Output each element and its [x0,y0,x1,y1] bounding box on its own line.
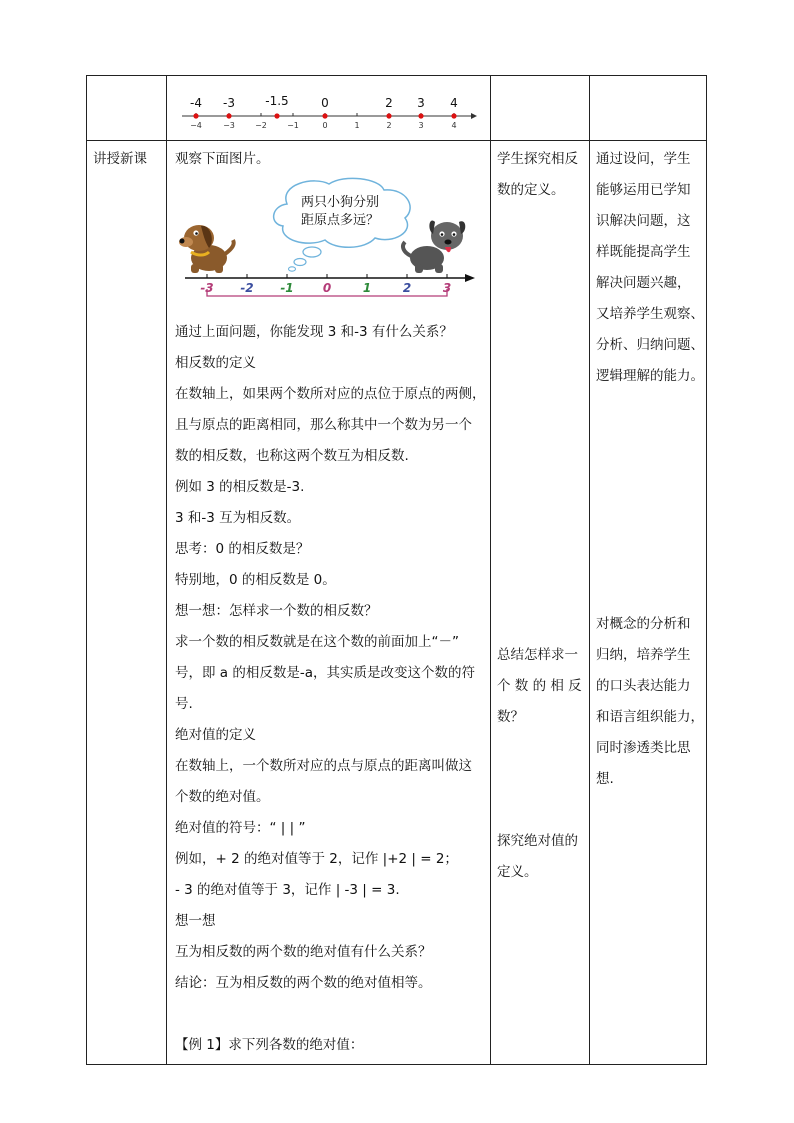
column-divider-3 [589,76,590,1064]
student-line: 探究绝对值的 [497,833,578,849]
content-line: 想一想 [175,913,216,929]
point-label: 4 [450,96,458,110]
point-label: -1.5 [265,94,289,108]
section-label-cell [93,144,173,175]
tick-label: 2 [386,121,392,130]
tick-label: 0 [322,121,328,130]
tick-label: −1 [287,121,299,130]
intent-line: 能够运用已学知 [596,182,691,198]
content-cell [175,144,491,175]
column-divider-1 [166,76,167,1064]
content-line: 特别地，0 的相反数是 0。 [175,572,336,588]
tick-label: −3 [223,121,235,130]
content-line: 3 和-3 互为相反数。 [175,510,301,526]
content-line: 绝对值的定义 [175,727,256,743]
dog-number-line [185,274,475,296]
intent-line: 又培养学生观察、 [596,306,704,322]
axis-tick-label: -1 [280,281,294,295]
dogs-figure [179,176,479,311]
content-line: 个数的绝对值。 [175,789,270,805]
axis-tick-label: 0 [322,281,332,295]
intent-line: 同时渗透类比思 [596,740,691,756]
tick-label: 1 [354,121,360,130]
gray-dog-illustration [403,221,465,273]
content-text-block [175,317,491,1061]
tick-label: 4 [451,121,457,130]
intro-text: 观察下面图片。 [175,151,270,167]
tick-label: 3 [418,121,424,130]
content-line: 【例 1】求下列各数的绝对值： [175,1037,364,1053]
student-line: 数？ [497,709,524,725]
intent-line: 解决问题兴趣， [596,275,691,291]
axis-tick-label: 1 [362,281,372,295]
lesson-table [86,75,707,1065]
point-label: -4 [190,96,202,110]
content-line: 相反数的定义 [175,355,256,371]
number-line-figure [179,90,479,134]
bubble-text-line2: 距原点多远？ [301,213,380,228]
student-line: 定义。 [497,864,538,880]
brown-dog-illustration [179,225,234,273]
axis-tick-label: 2 [402,281,412,295]
point-label: 2 [385,96,393,110]
section-label: 讲授新课 [93,151,147,167]
tick-label: −4 [190,121,202,130]
content-line [175,999,491,1030]
point-label: -3 [223,96,235,110]
content-line: 互为相反数的两个数的绝对值有什么关系？ [175,944,432,960]
intent-line: 和语言组织能力， [596,709,704,725]
student-line: 个 数 的 相 反 [497,678,582,694]
design-intent-1 [596,144,704,392]
axis-tick-label: -3 [200,281,214,295]
intent-line: 对概念的分析和 [596,616,691,632]
content-line: - 3 的绝对值等于 3，记作 | -3 | = 3. [175,882,400,898]
content-line: 例如，+ 2 的绝对值等于 2，记作 |+2 | = 2； [175,851,458,867]
design-intent-2 [596,609,704,795]
student-activity-1 [497,144,589,206]
content-line: 号，即 a 的相反数是-a，其实质是改变这个数的符 [175,665,475,681]
student-line: 学生探究相反 [497,151,578,167]
content-line: 求一个数的相反数就是在这个数的前面加上“－” [175,634,459,650]
row-divider [87,140,706,141]
intent-line: 样既能提高学生 [596,244,691,260]
content-line: 号. [175,696,193,712]
intent-line: 逻辑理解的能力。 [596,368,704,384]
content-line: 结论：互为相反数的两个数的绝对值相等。 [175,975,432,991]
intent-line: 通过设问，学生 [596,151,691,167]
bubble-text-line1: 两只小狗分别 [301,195,380,210]
point-label: 3 [417,96,425,110]
content-line: 想一想：怎样求一个数的相反数？ [175,603,378,619]
intent-line: 归纳，培养学生 [596,647,691,663]
axis-tick-label: 3 [442,281,452,295]
content-line: 思考：0 的相反数是？ [175,541,310,557]
student-activity-2 [497,640,589,733]
student-line: 总结怎样求一 [497,647,578,663]
content-line: 绝对值的符号：“ | | ” [175,820,306,836]
student-line: 数的定义。 [497,182,565,198]
thought-bubble [274,178,410,271]
tick-label: −2 [255,121,267,130]
content-line: 在数轴上，如果两个数所对应的点位于原点的两侧， [175,386,486,402]
point-label: 0 [321,96,329,110]
intent-line: 分析、归纳问题、 [596,337,704,353]
axis-tick-label: -2 [240,281,254,295]
intent-line: 识解决问题，这 [596,213,691,229]
intent-line: 的口头表达能力 [596,678,691,694]
student-activity-3 [497,826,589,888]
content-line: 在数轴上，一个数所对应的点与原点的距离叫做这 [175,758,472,774]
content-line: 通过上面问题，你能发现 3 和-3 有什么关系？ [175,324,453,340]
content-line: 且与原点的距离相同，那么称其中一个数为另一个 [175,417,472,433]
content-line: 例如 3 的相反数是-3. [175,479,305,495]
content-line: 数的相反数，也称这两个数互为相反数. [175,448,409,464]
intent-line: 想. [596,771,614,787]
